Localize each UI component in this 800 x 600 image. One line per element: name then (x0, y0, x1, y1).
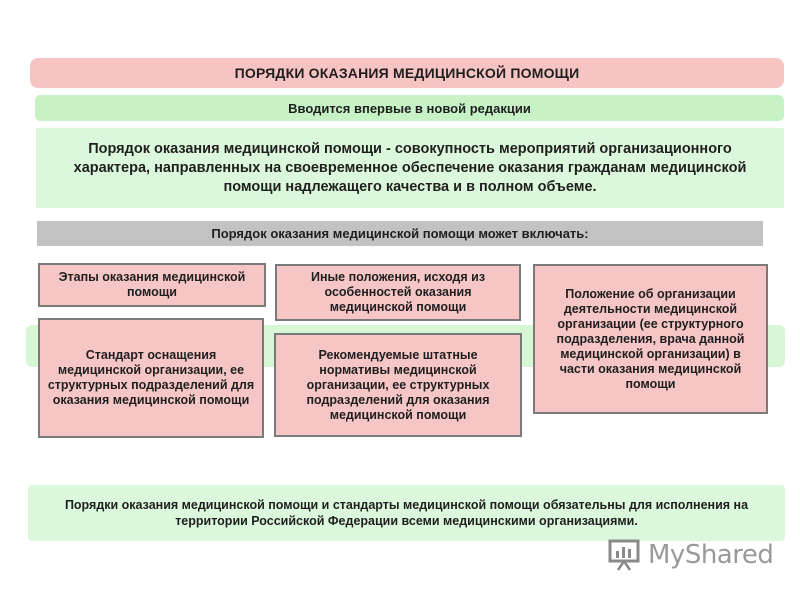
component-equipment-standard (38, 318, 264, 438)
watermark-text: MyShared (648, 540, 774, 570)
page-title-text: ПОРЯДКИ ОКАЗАНИЯ МЕДИЦИНСКОЙ ПОМОЩИ (234, 65, 580, 81)
component-equipment-standard-text: Стандарт оснащения медицинской организации, ее структурных подразделений для оказания медицинской помощи (47, 348, 255, 407)
includes-banner (37, 221, 763, 246)
definition-panel (36, 128, 784, 208)
includes-text: Порядок оказания медицинской помощи может включать: (211, 226, 589, 241)
component-organization-text: Положение об организации деятельности медицинской организации (ее структурного подразделения, врача данной медицинской организации) в части оказания медицинской помощи (556, 286, 745, 391)
component-staff-norms (274, 333, 522, 437)
footer-note (28, 485, 785, 541)
component-other-provisions-text: Иные положения, исходя из особенностей оказания медицинской помощи (310, 270, 486, 314)
component-staff-norms-text: Рекомендуемые штатные нормативы медицинской организации, ее структурных подразделений для оказания медицинской помощи (306, 347, 490, 422)
subtitle-banner (35, 95, 784, 121)
definition-text: Порядок оказания медицинской помощи - совокупность мероприятий организационного характера, направленных на своевременное обеспечение оказания гражданам медицинской помощи надлежащего качества и в полном объеме. (73, 140, 747, 195)
watermark-logo (608, 536, 778, 574)
presentation-board-icon (608, 538, 642, 572)
component-stages (38, 263, 266, 307)
component-other-provisions (275, 264, 521, 321)
subtitle-text: Вводится впервые в новой редакции (288, 100, 531, 116)
component-stages-text: Этапы оказания медицинской помощи (58, 270, 246, 299)
page-title (30, 58, 784, 88)
footer-note-text: Порядки оказания медицинской помощи и стандарты медицинской помощи обязательны для исполнения на территории Российской Федерации всеми медицинскими организациями. (64, 498, 749, 528)
component-organization (533, 264, 768, 414)
